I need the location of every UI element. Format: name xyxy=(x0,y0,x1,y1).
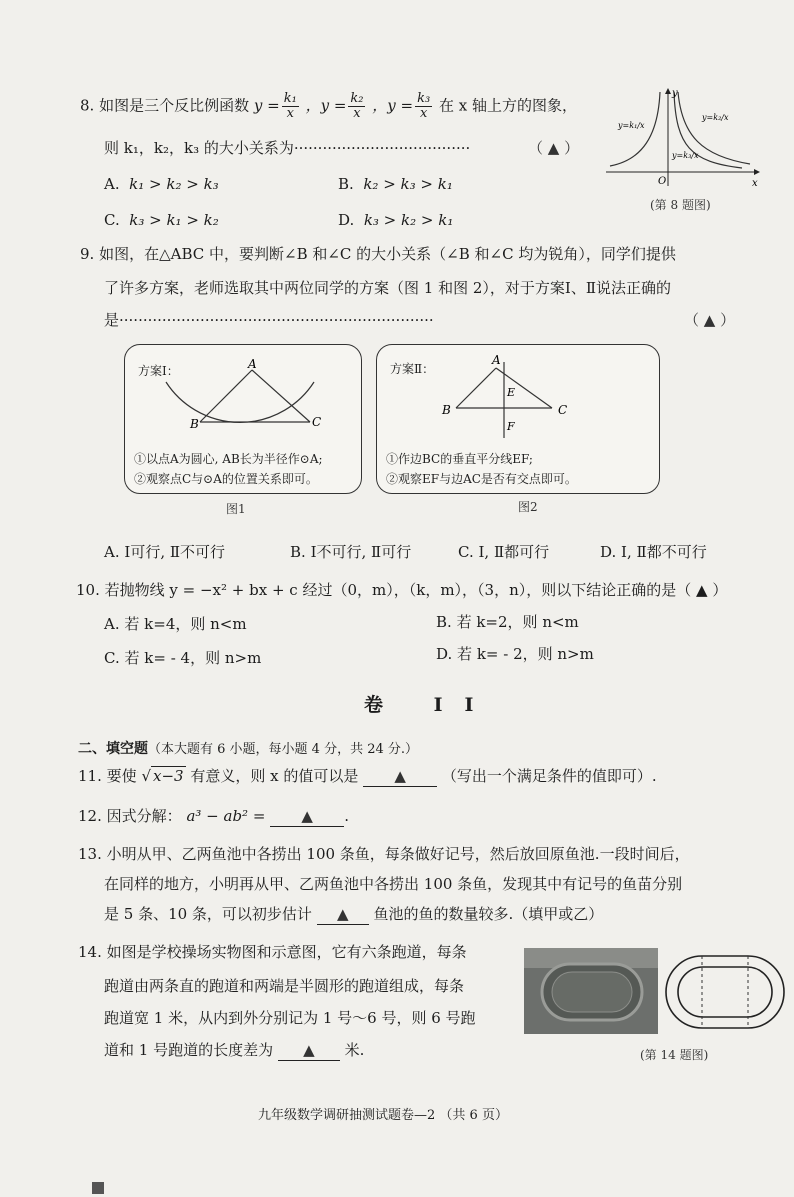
page-footer: 九年级数学调研抽测试题卷—2 （共 6 页） xyxy=(258,1108,508,1123)
q14-track-diagram xyxy=(664,952,788,1034)
q9-option-d: D. Ⅰ, Ⅱ都不可行 xyxy=(600,543,707,561)
q8-f1-lhs: y = xyxy=(253,96,280,115)
q12-answer-blank: ▲ xyxy=(270,806,344,827)
q8-option-d: D. k₃ > k₂ > k₁ xyxy=(338,211,454,229)
q9-fig2-title: 方案Ⅱ： xyxy=(390,362,435,376)
q9-line1: 9. 如图，在△ABC 中，要判断∠B 和∠C 的大小关系（∠B 和∠C 均为锐角），同学们提供 xyxy=(80,245,676,263)
q8-option-c: C. k₃ > k₁ > k₂ xyxy=(104,211,219,229)
q9-line2: 了许多方案，老师选取其中两位同学的方案（图 1 和图 2），对于方案Ⅰ、Ⅱ说法正确的 xyxy=(104,279,672,297)
q8-fraction-1: $\frac{\text{k₁}}{x}$ xyxy=(283,91,297,121)
inner-lane xyxy=(678,967,772,1017)
q9-option-c: C. Ⅰ, Ⅱ都可行 xyxy=(458,543,550,561)
q8-number: 8. xyxy=(80,96,95,115)
q8-fraction-3: $\frac{\text{k₃}}{x}$ xyxy=(417,91,431,121)
q9-fig1-caption: 图1 xyxy=(226,502,246,516)
q14-answer-blank: ▲ xyxy=(278,1040,340,1061)
circle-arc xyxy=(166,382,314,422)
x-label: x xyxy=(752,178,758,189)
q8-option-b: B. k₂ > k₃ > k₁ xyxy=(338,175,453,193)
q8-text-part2: 在 x 轴上方的图象， xyxy=(438,96,577,115)
origin-label: O xyxy=(658,176,667,187)
y-label: y xyxy=(672,88,678,99)
point-c-label: C xyxy=(558,403,568,417)
q13-answer-blank: ▲ xyxy=(317,904,369,925)
q8-line1 xyxy=(80,92,577,121)
q8-text-part1: 如图是三个反比例函数 xyxy=(99,96,250,115)
q13-line1: 13. 小明从甲、乙两鱼池中各捞出 100 条鱼，每条做好记号，然后放回原鱼池.一段时间后， xyxy=(78,845,690,863)
square-root-icon: √ xyxy=(141,767,151,785)
q14-track-photo xyxy=(524,948,658,1034)
q8-option-a: A. k₁ > k₂ > k₃ xyxy=(104,175,219,193)
q11-answer-blank: ▲ xyxy=(363,766,437,787)
q9-answer-slot: （ ▲ ） xyxy=(684,311,736,329)
point-e-label: E xyxy=(507,386,516,399)
q11-line: 11. 要使 √ x−3 有意义，则 x 的值可以是 ▲ （写出一个满足条件的值即可）. xyxy=(78,767,657,785)
q14-line1: 14. 如图是学校操场实物图和示意图，它有六条跑道，每条 xyxy=(78,943,467,961)
segment-ab xyxy=(456,368,496,408)
point-b-label: B xyxy=(442,403,451,417)
q9-fig1-step1: ①以点A为圆心, AB长为半径作⊙A; xyxy=(134,452,323,466)
point-f-label: F xyxy=(507,420,515,433)
segment-ac xyxy=(252,370,310,422)
q9-fig2-step1: ①作边BC的垂直平分线EF; xyxy=(386,452,533,466)
x-axis-arrow-icon xyxy=(754,169,760,175)
segment-ab xyxy=(200,370,252,422)
q9-line3: 是·································································· xyxy=(104,311,434,329)
q10-option-a: A. 若 k=4，则 n<m xyxy=(104,615,247,633)
q9-option-a: A. Ⅰ可行, Ⅱ不可行 xyxy=(104,543,226,561)
q12-line: 12. 因式分解： a³ − ab² = ▲ . xyxy=(78,807,349,825)
y-axis-arrow-icon xyxy=(665,88,671,94)
q10-option-b: B. 若 k=2，则 n<m xyxy=(436,613,579,631)
q9-fig2-step2: ②观察EF与边AC是否有交点即可。 xyxy=(386,472,577,486)
q9-fig2-caption: 图2 xyxy=(518,500,538,514)
q14-line3: 跑道宽 1 米，从内到外分别记为 1 号～6 号，则 6 号跑 xyxy=(104,1009,476,1027)
q8-answer-slot: （ ▲ ） xyxy=(528,139,580,157)
q8-figure xyxy=(602,86,762,190)
q8-line2: 则 k₁，k₂，k₃ 的大小关系为····································· xyxy=(104,139,471,157)
q8-f2-lhs: ，y = xyxy=(305,96,347,115)
point-b-label: B xyxy=(190,417,199,431)
q9-fig1-step2: ②观察点C与⊙A的位置关系即可。 xyxy=(134,472,318,486)
curve-k2-label: y=k₂/x xyxy=(702,113,729,122)
q8-figure-caption: (第 8 题图) xyxy=(650,198,711,212)
point-c-label: C xyxy=(312,415,322,429)
q13-line3: 是 5 条、10 条，可以初步估计 ▲ 鱼池的鱼的数量较多.（填甲或乙） xyxy=(104,905,604,923)
section-2-heading: 二、填空题（本大题有 6 小题，每小题 4 分，共 24 分.） xyxy=(78,741,419,757)
q14-line2: 跑道由两条直的跑道和两端是半圆形的跑道组成，每条 xyxy=(104,977,465,995)
q10-option-c: C. 若 k= - 4，则 n>m xyxy=(104,649,262,667)
q9-fig1-title: 方案Ⅰ： xyxy=(138,364,179,378)
q10-option-d: D. 若 k= - 2，则 n>m xyxy=(436,645,594,663)
point-a-label: A xyxy=(492,353,501,367)
point-a-label: A xyxy=(248,357,257,371)
q14-figure-caption: (第 14 题图) xyxy=(640,1048,709,1062)
q10-line: 10. 若抛物线 y = −x² + bx + c 经过（0，m），（k，m），（3，n），则以下结论正确的是（ ▲ ） xyxy=(76,581,728,599)
q11-radicand: x−3 xyxy=(153,767,184,785)
volume-2-heading: 卷 II xyxy=(364,694,496,716)
curve-k3-label: y=k₃/x xyxy=(672,151,699,160)
curve-k1-label: y=k₁/x xyxy=(618,121,645,130)
q8-fraction-2: $\frac{\text{k₂}}{x}$ xyxy=(350,91,364,121)
q8-f3-lhs: ，y = xyxy=(372,96,414,115)
q13-line2: 在同样的地方，小明再从甲、乙两鱼池中各捞出 100 条鱼，发现其中有记号的鱼苗分别 xyxy=(104,875,683,893)
q9-option-b: B. Ⅰ不可行, Ⅱ可行 xyxy=(290,543,412,561)
q14-line4: 道和 1 号跑道的长度差为 ▲ 米. xyxy=(104,1041,365,1059)
scan-mark xyxy=(92,1182,104,1194)
